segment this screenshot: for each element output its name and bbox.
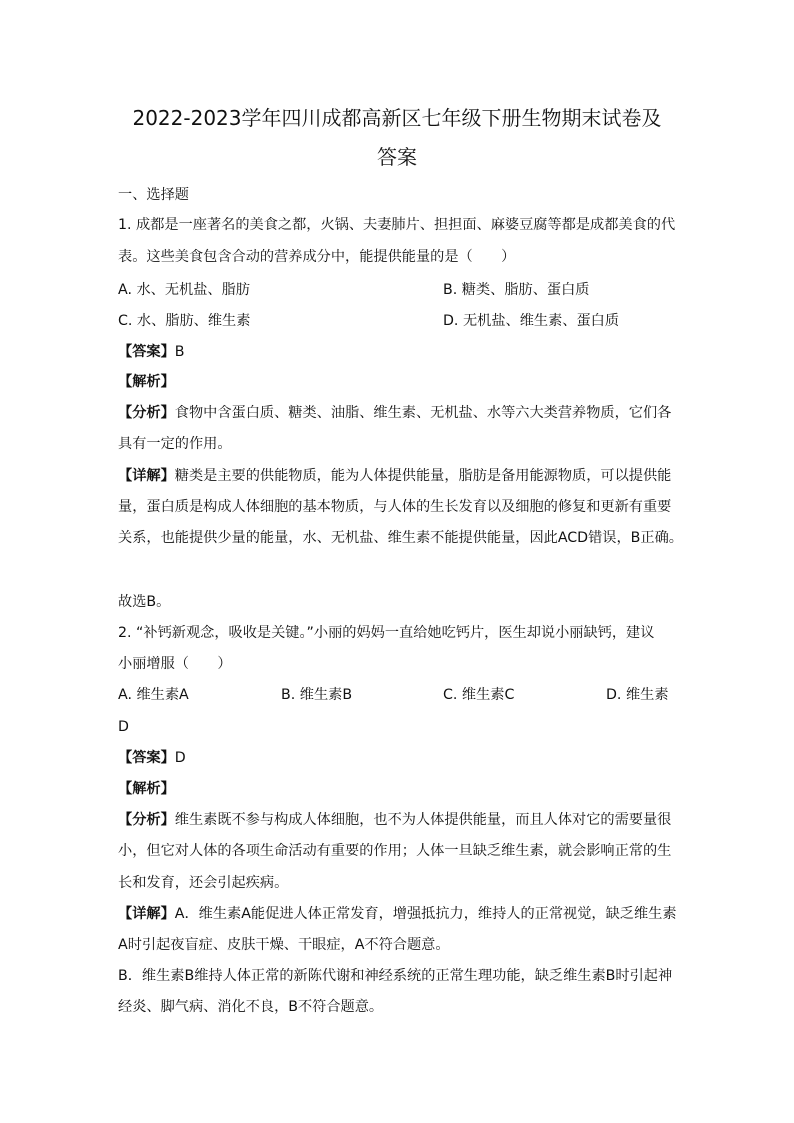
answer-tag: 【答案】 xyxy=(118,344,175,360)
option-b: B. 糖类、脂肪、蛋白质 xyxy=(443,282,590,298)
conclusion: 故选B。 xyxy=(118,594,171,610)
xiangjie-text: 经炎、脚气病、消化不良，B不符合题意。 xyxy=(118,999,384,1015)
option-d: D. 维生素 xyxy=(606,687,669,703)
fenxi-text: 小，但它对人体的各项生命活动有重要的作用；人体一旦缺乏维生素，就会影响正常的生 xyxy=(118,843,672,859)
question-stem: 小丽增服（ ） xyxy=(118,656,232,672)
answer-line xyxy=(118,342,185,362)
section-heading: 一、选择题 xyxy=(118,187,189,203)
fenxi-text: 维生素既不参与构成人体细胞，也不为人体提供能量，而且人体对它的需要量很 xyxy=(174,812,672,828)
option-c: C. 维生素C xyxy=(443,687,515,703)
document-title-line-2: 答案 xyxy=(377,145,417,169)
answer-line xyxy=(118,748,186,768)
option-a: A. 维生素A xyxy=(118,687,189,703)
question-stem: 1. 成都是一座著名的美食之都，火锅、夫妻肺片、担担面、麻婆豆腐等都是成都美食的代 xyxy=(118,217,676,233)
xiangjie-tag: 【详解】 xyxy=(118,906,175,922)
option-b: B. 维生素B xyxy=(281,687,353,703)
option-d-wrap: D xyxy=(118,719,129,735)
xiangjie-text: 量，蛋白质是构成人体细胞的基本物质，与人体的生长发育以及细胞的修复和更新有重要 xyxy=(118,499,672,515)
xiangjie-text: A时引起夜盲症、皮肤干燥、干眼症，A不符合题意。 xyxy=(118,937,450,953)
document-title-line-1: 2022-2023学年四川成都高新区七年级下册生物期末试卷及 xyxy=(132,106,662,130)
xiangjie-tag: 【详解】 xyxy=(118,468,175,484)
jiexi-heading: 【解析】 xyxy=(118,374,175,390)
option-a: A. 水、无机盐、脂肪 xyxy=(118,282,250,298)
fenxi-text: 食物中含蛋白质、糖类、油脂、维生素、无机盐、水等六大类营养物质，它们各 xyxy=(174,405,672,421)
fenxi-tag: 【分析】 xyxy=(118,812,175,828)
answer-value: D xyxy=(174,750,186,766)
fenxi-text: 具有一定的作用。 xyxy=(118,436,232,452)
fenxi-tag: 【分析】 xyxy=(118,405,175,421)
xiangjie-text: B．维生素B维持人体正常的新陈代谢和神经系统的正常生理功能，缺乏维生素B时引起神 xyxy=(118,968,673,984)
question-stem: 表。这些美食包含合动的营养成分中，能提供能量的是（ ） xyxy=(118,249,516,265)
jiexi-heading: 【解析】 xyxy=(118,781,175,797)
xiangjie-text: 关系，也能提供少量的能量，水、无机盐、维生素不能提供能量，因此ACD错误，B正确。 xyxy=(118,530,683,546)
xiangjie-line xyxy=(118,466,671,486)
question-stem: 2. “补钙新观念，吸收是关键。”小丽的妈妈一直给她吃钙片，医生却说小丽缺钙，建议 xyxy=(118,625,655,641)
answer-tag: 【答案】 xyxy=(118,750,175,766)
fenxi-line xyxy=(118,810,671,830)
xiangjie-text: 糖类是主要的供能物质，能为人体提供能量，脂肪是备用能源物质，可以提供能 xyxy=(174,468,672,484)
fenxi-text: 长和发育，还会引起疾病。 xyxy=(118,875,289,891)
xiangjie-line xyxy=(118,904,677,924)
option-d: D. 无机盐、维生素、蛋白质 xyxy=(443,313,620,329)
option-c: C. 水、脂肪、维生素 xyxy=(118,313,251,329)
fenxi-line xyxy=(118,403,671,423)
answer-value: B xyxy=(174,344,185,360)
xiangjie-text: A．维生素A能促进人体正常发育，增强抵抗力，维持人的正常视觉，缺乏维生素 xyxy=(174,906,677,922)
